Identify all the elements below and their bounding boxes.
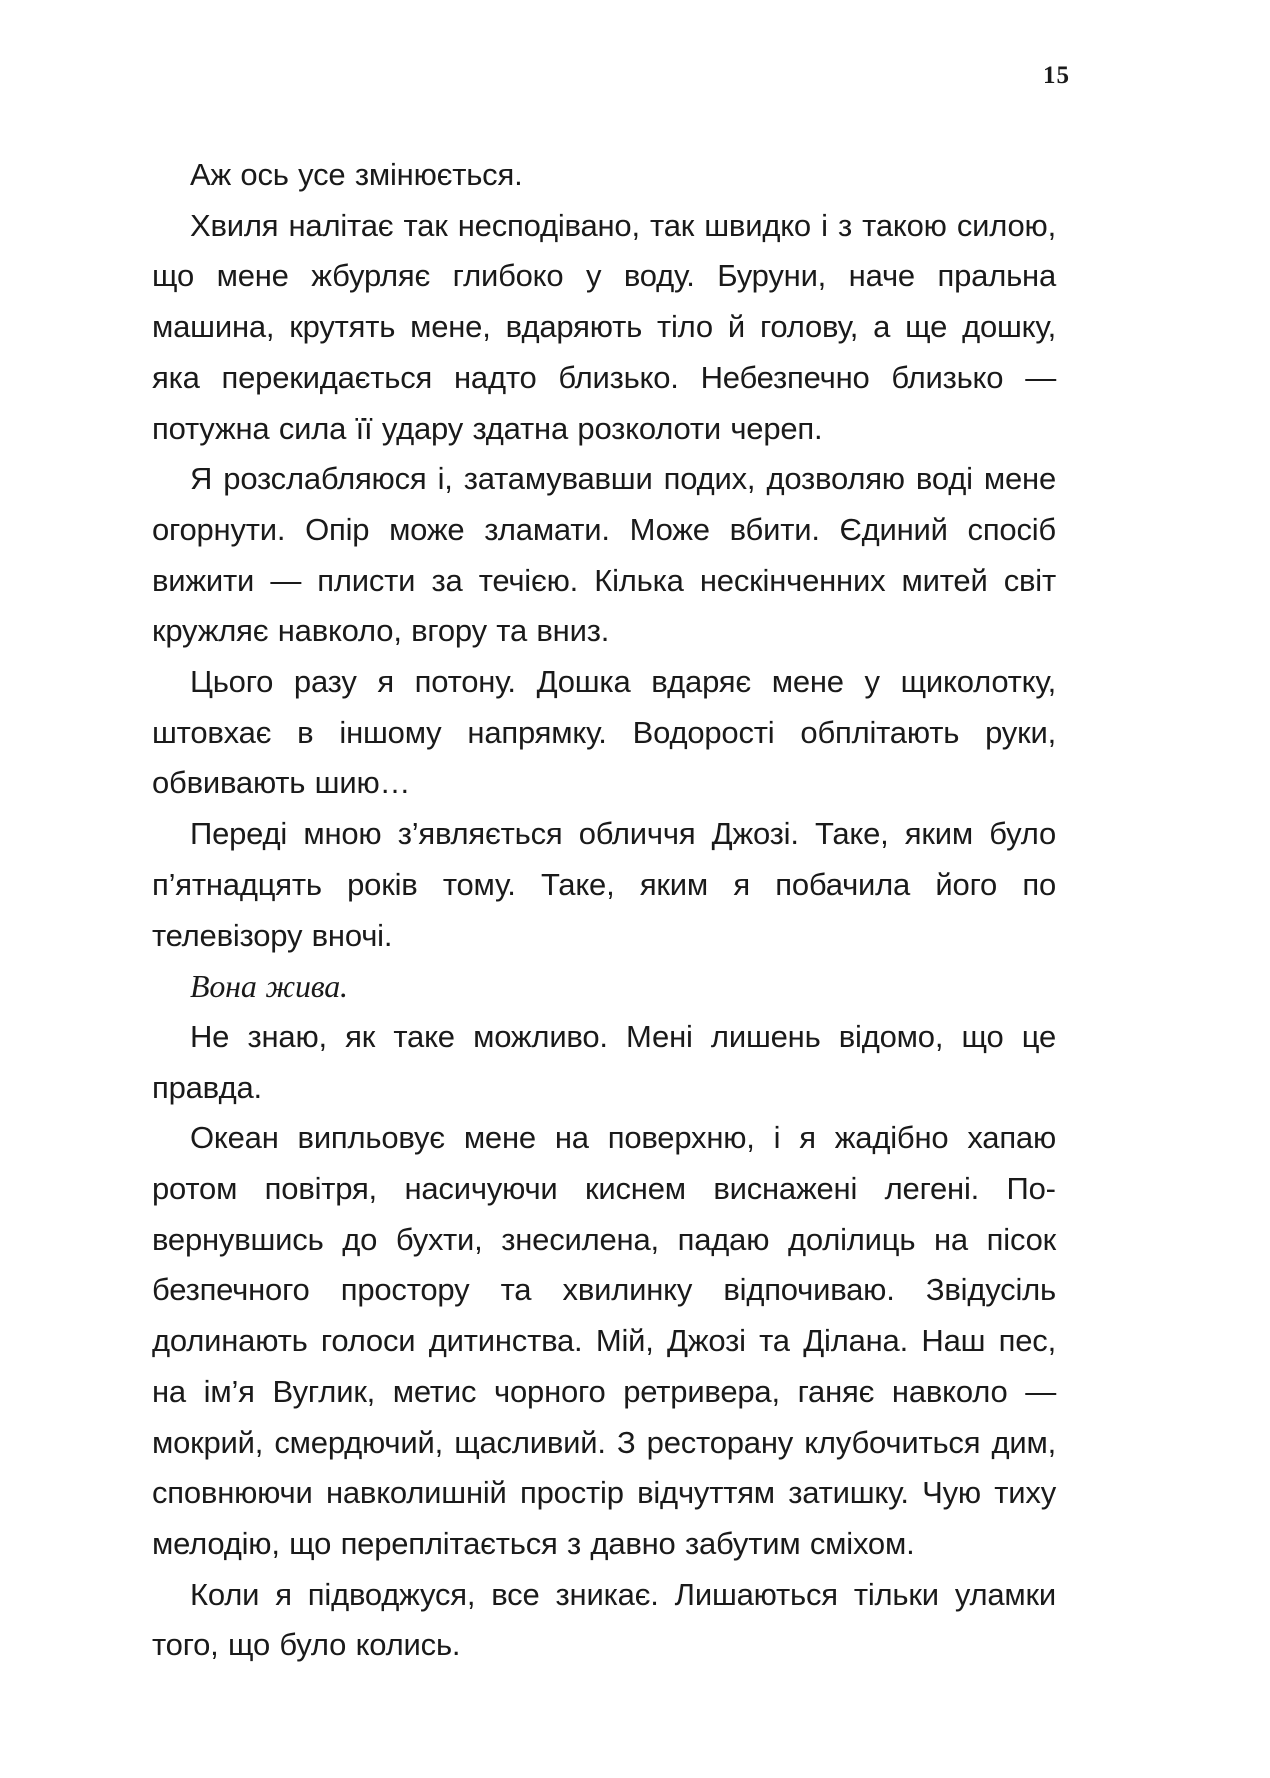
paragraph: Океан випльовує мене на поверхню, і я жадібно хапаю ротом повітря, насичуючи киснем виснажені легені. Повернувшись до бухти, знесилена, падаю долілиць на пісок безпечного простору та хвилинку відпочиваю. Звідусіль долинають голоси дитинства. Мій, Джозі та Ділана. Наш пес, на ім’я Вуглик, метис чорного ретривера, ганяє навколо — мокрий, смердючий, щасливий. З ресторану клубочиться дим, сповнюючи навколишній простір відчуттям затишку. Чую тиху мелодію, що переплітається з давно забутим сміхом. bbox=[152, 1120, 1056, 1561]
paragraph: Не знаю, як таке можливо. Мені лишень відомо, що це правда. bbox=[152, 1018, 1056, 1105]
paragraph: Коли я підводжуся, все зникає. Лишаються тільки уламки того, що було колись. bbox=[152, 1576, 1056, 1663]
paragraph: Хвиля налітає так несподівано, так швидко і з такою силою, що мене жбурляє глибоко у воду. Буруни, наче пральна машина, крутять мене, вдаряють тіло й голову, а ще дошку, яка перекидається надто близько. Небезпечно близько — потужна сила її удару здатна розколоти череп. bbox=[152, 207, 1056, 446]
body-text bbox=[152, 150, 1056, 1671]
paragraph: Аж ось усе змінюється. bbox=[190, 157, 523, 192]
page-number: 15 bbox=[1043, 62, 1070, 89]
paragraph: Переді мною з’являється обличчя Джозі. Таке, яким було п’ятнадцять років тому. Таке, яким я побачила його по телевізору вночі. bbox=[152, 816, 1056, 953]
paragraph: Я розслабляюся і, затамувавши подих, дозволяю воді мене огорнути. Опір може зламати. Може вбити. Єдиний спосіб вижити — плисти за течією. Кілька нескінченних митей світ кружляє навколо, вгору та вниз. bbox=[152, 461, 1056, 649]
paragraph: Цього разу я потону. Дошка вдаряє мене у щиколотку, штовхає в іншому напрямку. Водорості обплітають руки, обвивають шию… bbox=[152, 664, 1056, 801]
italic-paragraph: Вона жива. bbox=[190, 968, 348, 1005]
